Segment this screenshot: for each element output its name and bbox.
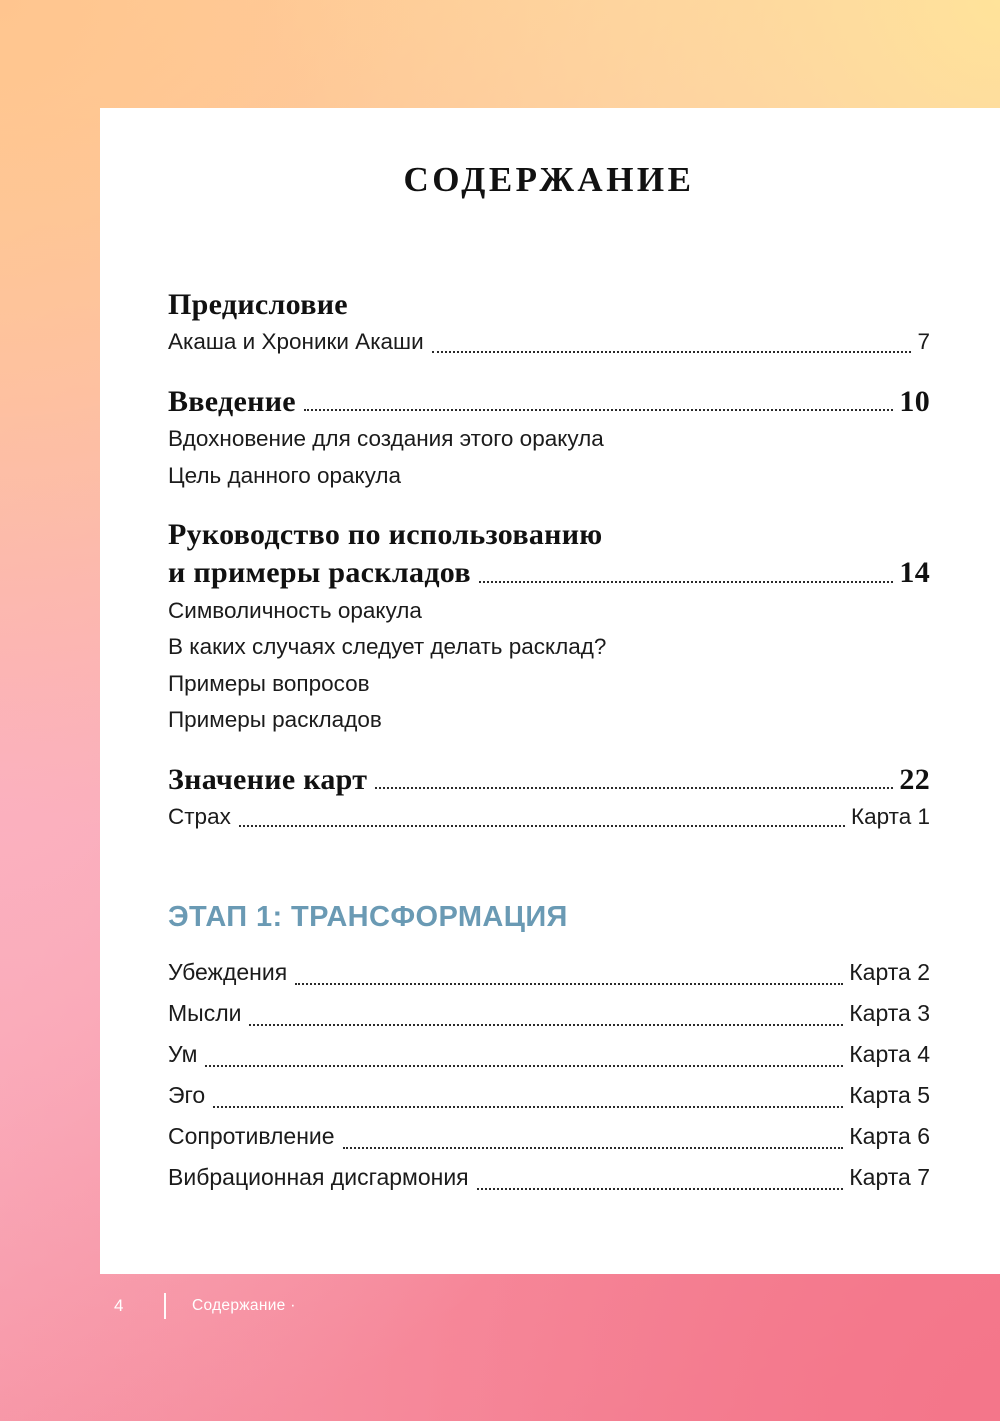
toc-entry-page: Карта 3 [849,1000,930,1027]
toc-entry-label: Убеждения [168,959,288,986]
toc-entry-page: Карта 5 [849,1082,930,1109]
toc-entry-label: Эго [168,1082,206,1109]
page-footer [100,1286,1000,1326]
toc-entry[interactable] [168,993,930,1034]
toc-entry[interactable] [168,1116,930,1157]
toc-entry[interactable] [168,458,930,494]
content-column [168,108,930,1274]
toc-entry-label: Ум [168,1041,198,1068]
toc-entry[interactable] [168,593,930,629]
toc-entry-page: 7 [917,329,930,355]
dot-leader [477,1187,844,1190]
dot-leader [304,408,893,411]
page-number: 4 [114,1296,124,1315]
toc-entry-label: Символичность оракула [168,597,422,623]
toc-entry-page: Карта 4 [849,1041,930,1068]
toc-entry-label: Примеры вопросов [168,670,370,696]
toc-entry-label: Акаша и Хроники Акаши [168,329,424,355]
toc-entry[interactable] [168,324,930,360]
toc-entry-page: Карта 7 [849,1164,930,1191]
toc-entry[interactable] [168,702,930,738]
toc-entry[interactable] [168,666,930,702]
toc-entry-page: Карта 1 [851,804,930,830]
toc-entry-page: Карта 2 [849,959,930,986]
spacer [168,361,930,383]
footer-divider [164,1293,166,1319]
toc-entry-label: Страх [168,804,231,830]
toc-chapter-label-line2: и примеры раскладов [168,556,471,590]
toc-chapter-label: Предисловие [168,288,348,321]
content-sheet [100,108,1000,1274]
toc-chapter-predislovie[interactable] [168,286,930,324]
dot-leader [239,824,845,827]
toc-entry-label: Примеры раскладов [168,707,382,733]
toc-chapter-znachenie-kart[interactable] [168,761,930,799]
toc-entry-label: В каких случаях следует делать расклад? [168,634,607,660]
toc-entry[interactable] [168,952,930,993]
toc-entry[interactable] [168,629,930,665]
dot-leader [213,1105,843,1108]
running-head: Содержание · [192,1297,296,1314]
dot-leader [432,350,912,353]
dot-leader [295,982,843,985]
toc-chapter-label: Введение [168,384,296,418]
toc-entry-label: Мысли [168,1000,242,1027]
table-of-contents [168,286,930,1198]
toc-entry[interactable] [168,421,930,457]
toc-entry[interactable] [168,799,930,835]
toc-stage-list [168,952,930,1198]
dot-leader [249,1023,843,1026]
toc-entry[interactable] [168,1075,930,1116]
toc-entry-label: Цель данного оракула [168,462,402,488]
toc-entry[interactable] [168,1034,930,1075]
page-title: СОДЕРЖАНИЕ [403,160,695,199]
toc-entry-label: Сопротивление [168,1123,335,1150]
toc-chapter-label: Значение карт [168,762,368,796]
dot-leader [205,1064,843,1067]
spacer [168,739,930,761]
toc-chapter-page: 14 [899,556,930,590]
toc-chapter-page: 22 [899,762,930,796]
spacer [168,835,930,901]
toc-stage-heading: ЭТАП 1: ТРАНСФОРМАЦИЯ [168,901,568,934]
toc-chapter-vvedenie[interactable] [168,383,930,421]
toc-entry-label: Вдохновение для создания этого оракула [168,426,604,452]
toc-entry-page: Карта 6 [849,1123,930,1150]
toc-entry-label: Вибрационная дисгармония [168,1164,469,1191]
toc-chapter-rukovodstvo[interactable] [168,516,930,593]
toc-chapter-label-line1: Руководство по использованию [168,518,603,552]
dot-leader [343,1146,844,1149]
spacer [168,494,930,516]
toc-chapter-page: 10 [899,384,930,418]
dot-leader [479,580,894,583]
dot-leader [375,786,893,789]
toc-entry[interactable] [168,1157,930,1198]
